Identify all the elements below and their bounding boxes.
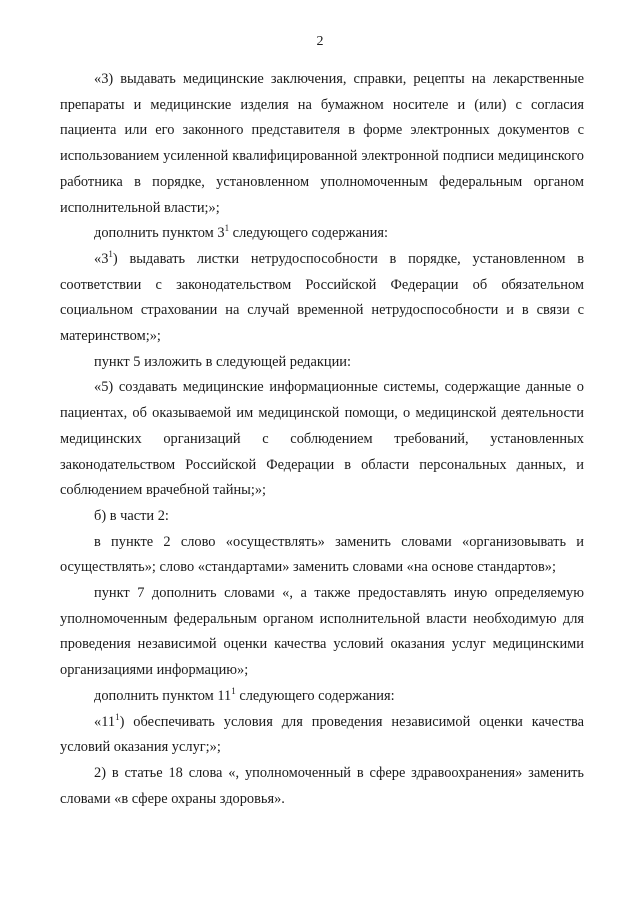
superscript: 1 xyxy=(224,223,230,234)
paragraph-point-7-change xyxy=(60,581,584,684)
paragraph-article-18-change xyxy=(60,761,584,812)
document-body xyxy=(60,67,584,812)
paragraph-item-3-1-quote xyxy=(60,247,584,350)
paragraph-item-3-quote xyxy=(60,67,584,221)
paragraph-text: б) в части 2: xyxy=(94,507,169,524)
paragraph-text: дополнить пунктом 11 xyxy=(94,687,232,704)
paragraph-text: «3 xyxy=(94,250,109,267)
paragraph-text: «3) выдавать медицинские заключения, справки, рецепты на лекарственные препараты и медицинские изделия на бумажном носителе и (или) с согласия пациента или его законного представителя в форме электронных документов с использованием усиленной квалифицированной электронной подписи медицинского работника в порядке, установленном уполномоченным федеральным органом исполнительной власти;»; xyxy=(60,71,584,216)
paragraph-text: 2) в статье 18 слова «, уполномоченный в сфере здравоохранения» заменить словами «в сфере охраны здоровья». xyxy=(60,764,584,807)
paragraph-text: ) выдавать листки нетрудоспособности в порядке, установленном в соответствии с законодательством Российской Федерации об обязательном социальном страховании на случай временной нетрудоспособности и в связи с материнством;»; xyxy=(60,250,584,345)
paragraph-text: следующего содержания: xyxy=(235,687,395,704)
paragraph-text: «11 xyxy=(94,713,116,730)
superscript: 1 xyxy=(108,248,113,259)
paragraph-part-2-b xyxy=(60,504,584,530)
paragraph-text: дополнить пунктом 3 xyxy=(94,225,225,242)
paragraph-item-5-intro xyxy=(60,350,584,376)
paragraph-add-item-3-1 xyxy=(60,221,584,247)
paragraph-point-2-change xyxy=(60,530,584,581)
superscript: 1 xyxy=(231,685,236,696)
paragraph-text: «5) создавать медицинские информационные системы, содержащие данные о пациентах, об оказываемой им медицинской помощи, о медицинской деятельности медицинских организаций с соблюдением требований, установленных законодательством Российской Федерации в области персональных данных, и соблюдением врачебной тайны;»; xyxy=(60,379,584,499)
paragraph-text: пункт 5 изложить в следующей редакции: xyxy=(94,353,351,370)
paragraph-text: пункт 7 дополнить словами «, а также предоставлять иную определяемую уполномоченным федеральным органом исполнительной власти необходимую для проведения независимой оценки качества условий оказания услуг медицинскими организациями информацию»; xyxy=(60,585,584,679)
superscript: 1 xyxy=(115,711,120,722)
paragraph-text: в пункте 2 слово «осуществлять» заменить словами «организовывать и осуществлять»; слово «стандартами» заменить словами «на основе стандартов»; xyxy=(60,533,584,576)
paragraph-text: следующего содержания: xyxy=(229,225,388,242)
paragraph-add-item-11-1 xyxy=(60,684,584,710)
paragraph-text: ) обеспечивать условия для проведения независимой оценки качества условий оказания услуг;»; xyxy=(60,713,584,756)
paragraph-item-11-1-quote xyxy=(60,710,584,761)
page-number: 2 xyxy=(316,34,324,49)
paragraph-item-5-quote xyxy=(60,375,584,504)
